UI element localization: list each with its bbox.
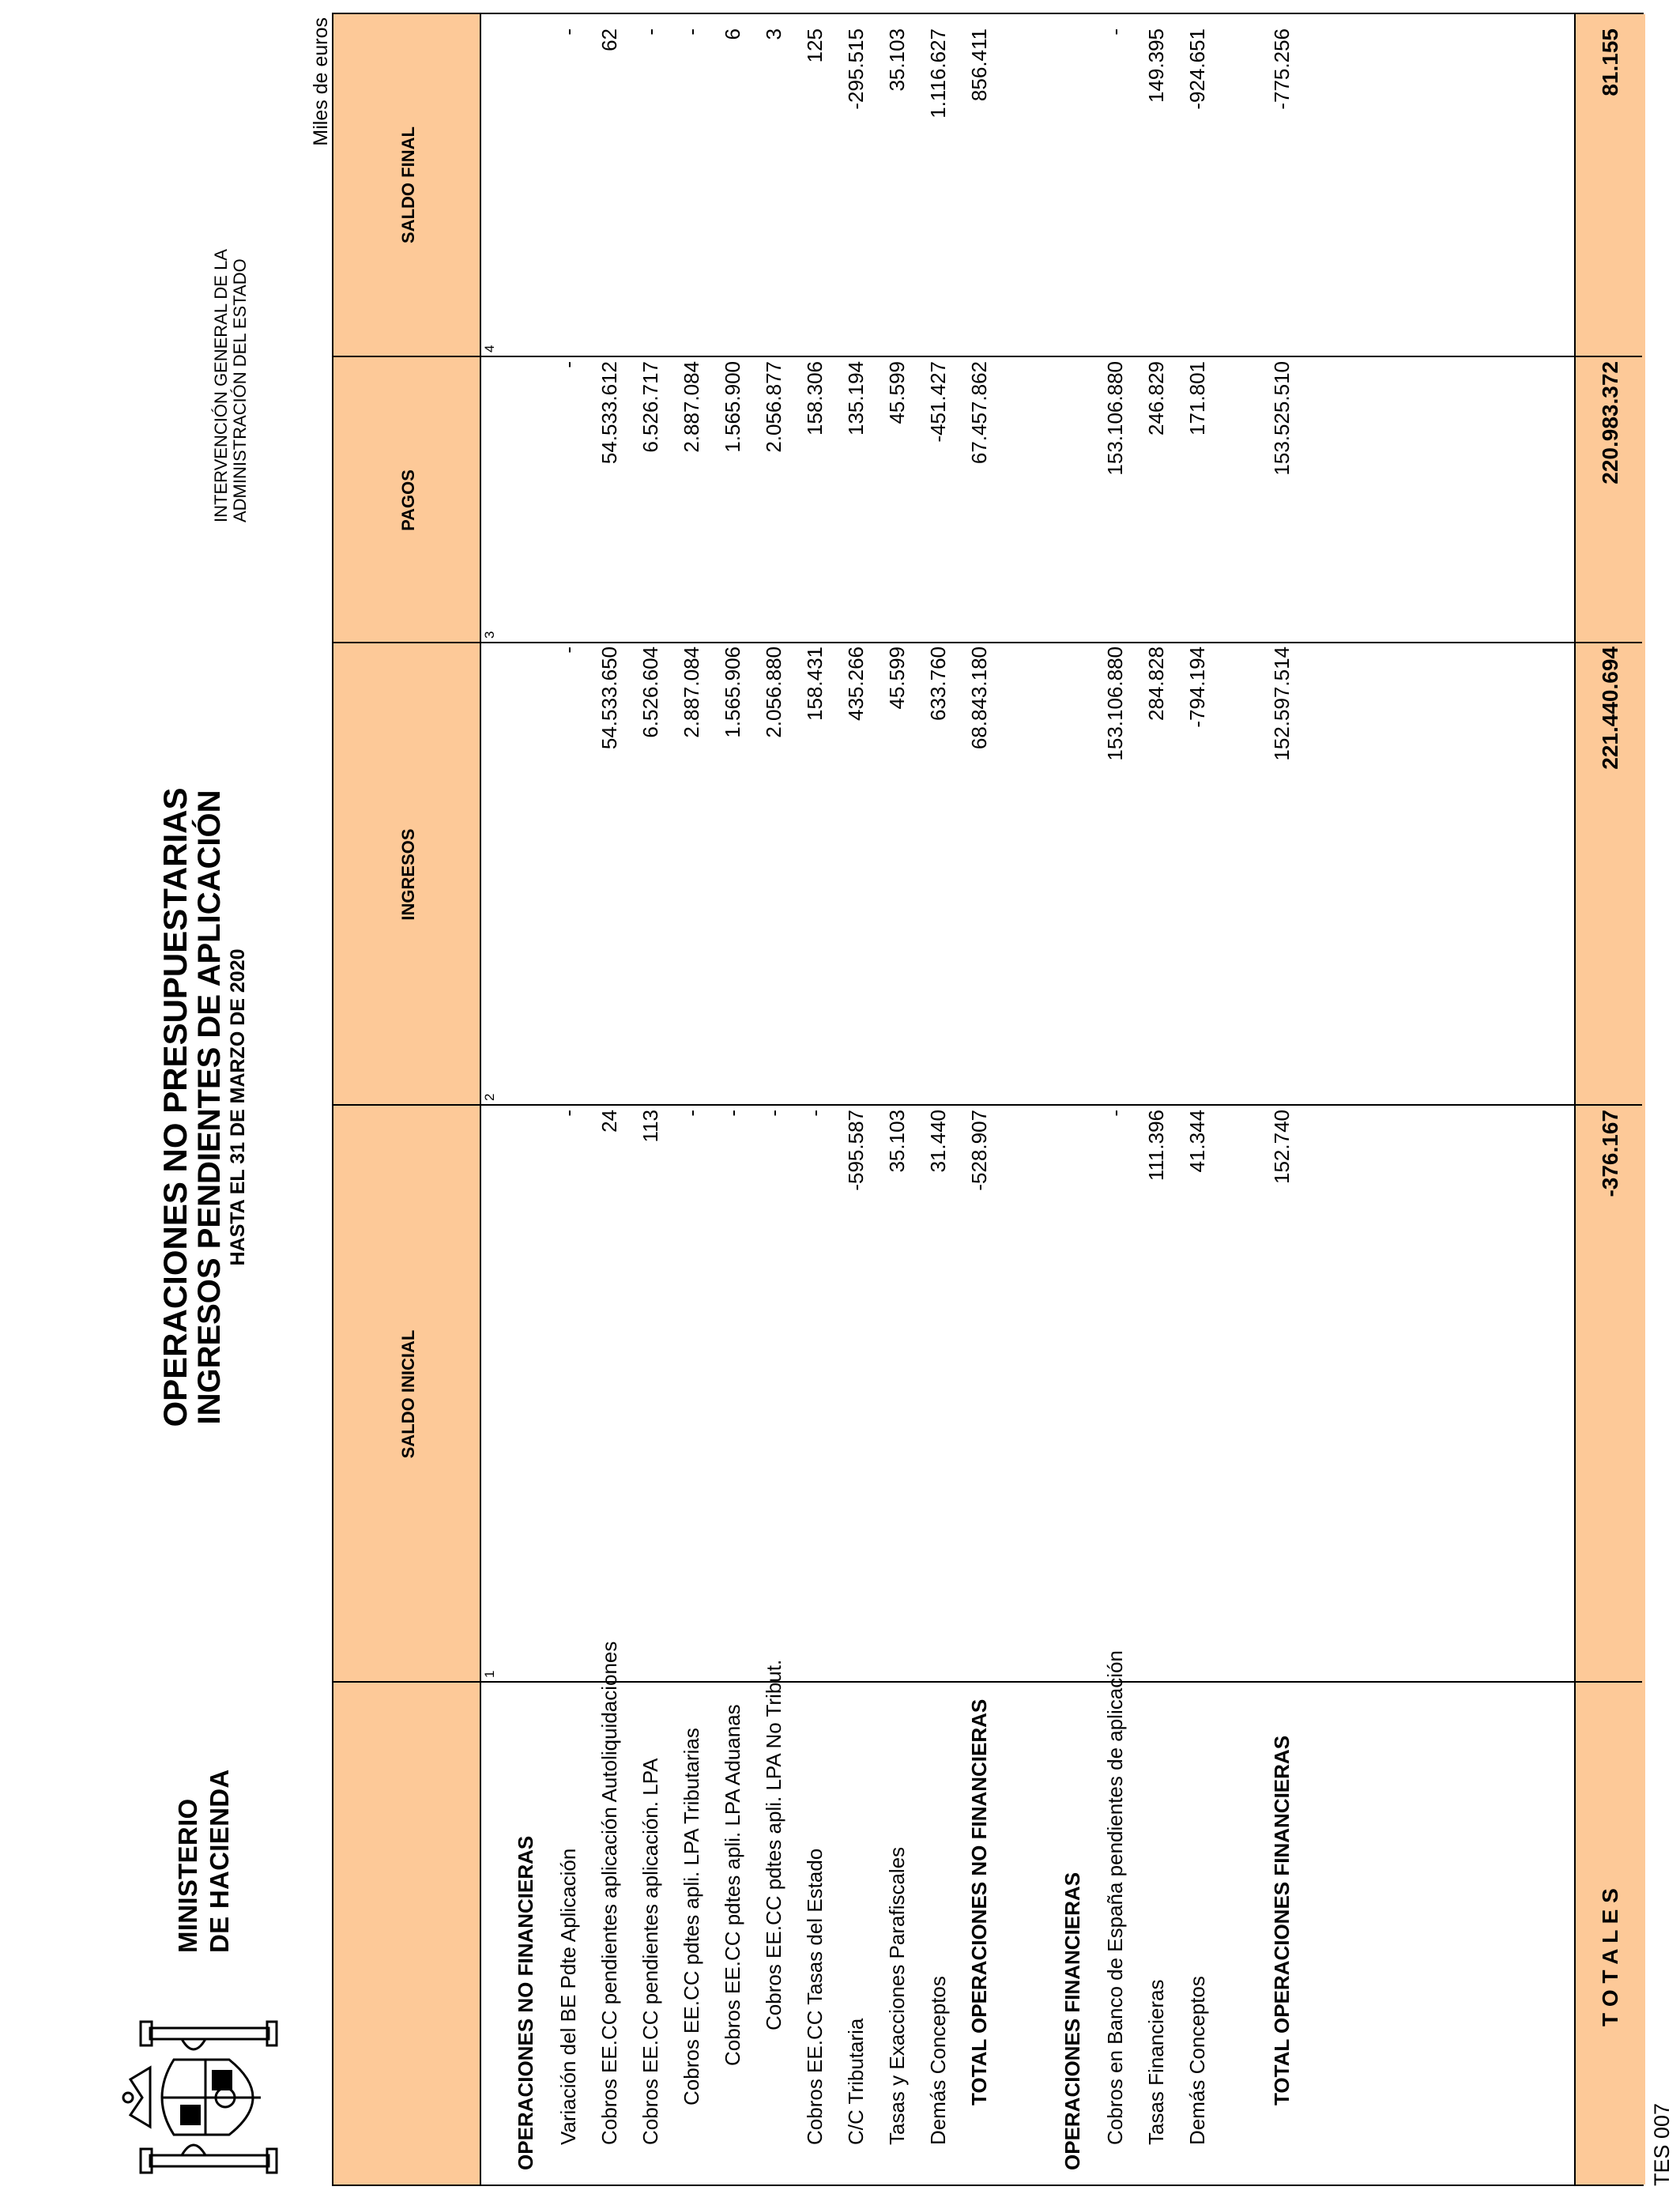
row-label: TOTAL OPERACIONES NO FINANCIERAS (967, 1698, 991, 2105)
cell-ingresos: 6.526.604 (638, 647, 662, 738)
cell-saldo-final: 35.103 (885, 28, 909, 92)
column-number: 2 (482, 1093, 497, 1101)
cell-pagos: 153.106.880 (1103, 361, 1127, 476)
report-title (158, 653, 250, 1562)
cell-saldo-inicial: - (721, 1110, 744, 1117)
igae-line-1: INTERVENCIÓN GENERAL DE LA (211, 249, 231, 522)
subtotal-row (1262, 14, 1303, 2185)
column-number: 1 (482, 1670, 497, 1678)
cell-pagos: 246.829 (1144, 361, 1168, 435)
cell-saldo-final: 6 (721, 28, 744, 40)
cell-saldo-inicial: 24 (597, 1110, 621, 1133)
total-saldo-final: 81.155 (1598, 28, 1622, 96)
cell-saldo-inicial: - (803, 1110, 827, 1117)
row-label: Cobros EE.CC pendientes aplicación Autoliquidaciones (597, 1641, 621, 2145)
cell-pagos: 45.599 (885, 361, 909, 424)
total-pagos: 220.983.372 (1598, 361, 1622, 484)
cell-saldo-final: 62 (597, 28, 621, 51)
issuing-office (212, 249, 250, 522)
cell-saldo-final: -295.515 (844, 28, 868, 110)
column-number: 4 (482, 345, 497, 352)
cell-pagos: 171.801 (1185, 361, 1209, 435)
cell-saldo-inicial: 152.740 (1270, 1110, 1294, 1184)
report-table (332, 13, 1644, 2186)
row-label: Cobros EE.CC Tasas del Estado (803, 1848, 827, 2145)
cell-ingresos: 68.843.180 (967, 647, 991, 750)
table-row (672, 14, 713, 2185)
row-label: Cobros EE.CC pendientes aplicación. LPA (638, 1758, 662, 2145)
cell-ingresos: 152.597.514 (1270, 647, 1294, 761)
column-header-saldo-inicial: SALDO INICIAL (398, 1329, 418, 1459)
section-header-row (506, 14, 547, 2185)
total-saldo-inicial: -376.167 (1598, 1110, 1622, 1197)
cell-ingresos: 54.533.650 (597, 647, 621, 750)
subtotal-row (959, 14, 1000, 2185)
row-label: Cobros EE.CC pdtes apli. LPA Aduanas (721, 1704, 744, 2066)
cell-saldo-final: - (1103, 28, 1127, 36)
table-row (631, 14, 672, 2185)
cell-saldo-inicial: 31.440 (926, 1110, 950, 1173)
column-header-ingresos: INGRESOS (398, 828, 418, 921)
row-label: Tasas y Exacciones Parafiscales (885, 1846, 909, 2145)
cell-pagos: - (556, 361, 580, 368)
cell-pagos: 135.194 (844, 361, 868, 435)
cell-saldo-inicial: - (1103, 1110, 1127, 1117)
row-label: Variación del BE Pdte Aplicación (556, 1848, 580, 2145)
cell-saldo-final: 125 (803, 28, 827, 63)
cell-pagos: 6.526.717 (638, 361, 662, 453)
title-line-1: OPERACIONES NO PRESUPUESTARIAS (156, 787, 194, 1427)
coat-of-arms-icon (119, 2012, 288, 2182)
title-line-2: INGRESOS PENDIENTES DE APLICACIÓN (192, 790, 227, 1425)
row-label: Tasas Financieras (1144, 1979, 1168, 2145)
cell-saldo-inicial: -528.907 (967, 1110, 991, 1191)
table-row (548, 14, 590, 2185)
cell-ingresos: 435.266 (844, 647, 868, 721)
table-row (1136, 14, 1177, 2185)
table-row (877, 14, 918, 2185)
cell-pagos: -451.427 (926, 361, 950, 443)
cell-pagos: 158.306 (803, 361, 827, 435)
row-label: TOTAL OPERACIONES FINANCIERAS (1270, 1735, 1294, 2105)
row-label: Cobros en Banco de España pendientes de aplicación (1103, 1650, 1127, 2145)
igae-line-2: ADMINISTRACIÓN DEL ESTADO (230, 258, 250, 522)
cell-ingresos: 2.056.880 (762, 647, 785, 738)
column-header-pagos: PAGOS (398, 469, 418, 531)
cell-pagos: 2.887.084 (680, 361, 703, 453)
cell-saldo-final: -924.651 (1185, 28, 1209, 110)
row-label: C/C Tributaria (844, 2018, 868, 2145)
cell-saldo-inicial: 111.396 (1144, 1110, 1168, 1182)
table-row (795, 14, 836, 2185)
table-row (713, 14, 754, 2185)
cell-ingresos: 1.565.906 (721, 647, 744, 738)
cell-ingresos: -794.194 (1185, 647, 1209, 728)
cell-pagos: 67.457.862 (967, 361, 991, 465)
row-label: OPERACIONES NO FINANCIERAS (514, 1835, 537, 2170)
cell-saldo-inicial: 41.344 (1185, 1110, 1209, 1173)
cell-pagos: 1.565.900 (721, 361, 744, 453)
row-label: Demás Conceptos (1185, 1976, 1209, 2145)
table-row (836, 14, 877, 2185)
cell-ingresos: 633.760 (926, 647, 950, 721)
report-subtitle: HASTA EL 31 DE MARZO DE 2020 (227, 948, 249, 1266)
cell-ingresos: 45.599 (885, 647, 909, 710)
cell-saldo-final: - (556, 28, 580, 36)
table-row (918, 14, 959, 2185)
cell-ingresos: 153.106.880 (1103, 647, 1127, 761)
cell-saldo-final: 856.411 (967, 28, 991, 102)
cell-saldo-final: 3 (762, 28, 785, 40)
cell-ingresos: 158.431 (803, 647, 827, 721)
cell-saldo-inicial: 113 (638, 1110, 662, 1143)
cell-pagos: 2.056.877 (762, 361, 785, 453)
document-code: TES 007 (1650, 2102, 1674, 2186)
units-label: Miles de euros (310, 17, 332, 146)
row-label: Demás Conceptos (926, 1976, 950, 2145)
total-ingresos: 221.440.694 (1598, 647, 1622, 770)
cell-saldo-inicial: -595.587 (844, 1110, 868, 1191)
cell-saldo-final: -775.256 (1270, 28, 1294, 110)
table-row (590, 14, 631, 2185)
cell-saldo-inicial: - (680, 1110, 703, 1117)
cell-saldo-inicial: - (556, 1110, 580, 1117)
cell-pagos: 54.533.612 (597, 361, 621, 465)
cell-ingresos: 284.828 (1144, 647, 1168, 721)
table-row (1095, 14, 1136, 2185)
row-label: Cobros EE.CC pdtes apli. LPA Tributarias (680, 1728, 703, 2105)
cell-ingresos: - (556, 647, 580, 654)
table-row (754, 14, 795, 2185)
row-label: Cobros EE.CC pdtes apli. LPA No Tribut. (762, 1659, 785, 2030)
cell-saldo-inicial: - (762, 1110, 785, 1117)
section-header-row (1053, 14, 1094, 2185)
cell-ingresos: 2.887.084 (680, 647, 703, 738)
totals-label: T O T A L E S (1598, 1888, 1622, 2026)
cell-saldo-final: 1.116.627 (926, 28, 950, 119)
cell-saldo-final: - (680, 28, 703, 36)
cell-pagos: 153.525.510 (1270, 361, 1294, 476)
totals-row (1590, 14, 1631, 2185)
table-row (1177, 14, 1219, 2185)
cell-saldo-final: 149.395 (1144, 28, 1168, 103)
row-label: OPERACIONES FINANCIERAS (1060, 1872, 1084, 2170)
ministry-line-2: DE HACIENDA (205, 1769, 234, 1953)
ministry-name (172, 1770, 235, 1953)
column-header-saldo-final: SALDO FINAL (398, 126, 418, 243)
cell-saldo-final: - (638, 28, 662, 36)
ministry-line-1: MINISTERIO (173, 1798, 202, 1953)
cell-saldo-inicial: 35.103 (885, 1110, 909, 1173)
column-number: 3 (482, 631, 497, 639)
